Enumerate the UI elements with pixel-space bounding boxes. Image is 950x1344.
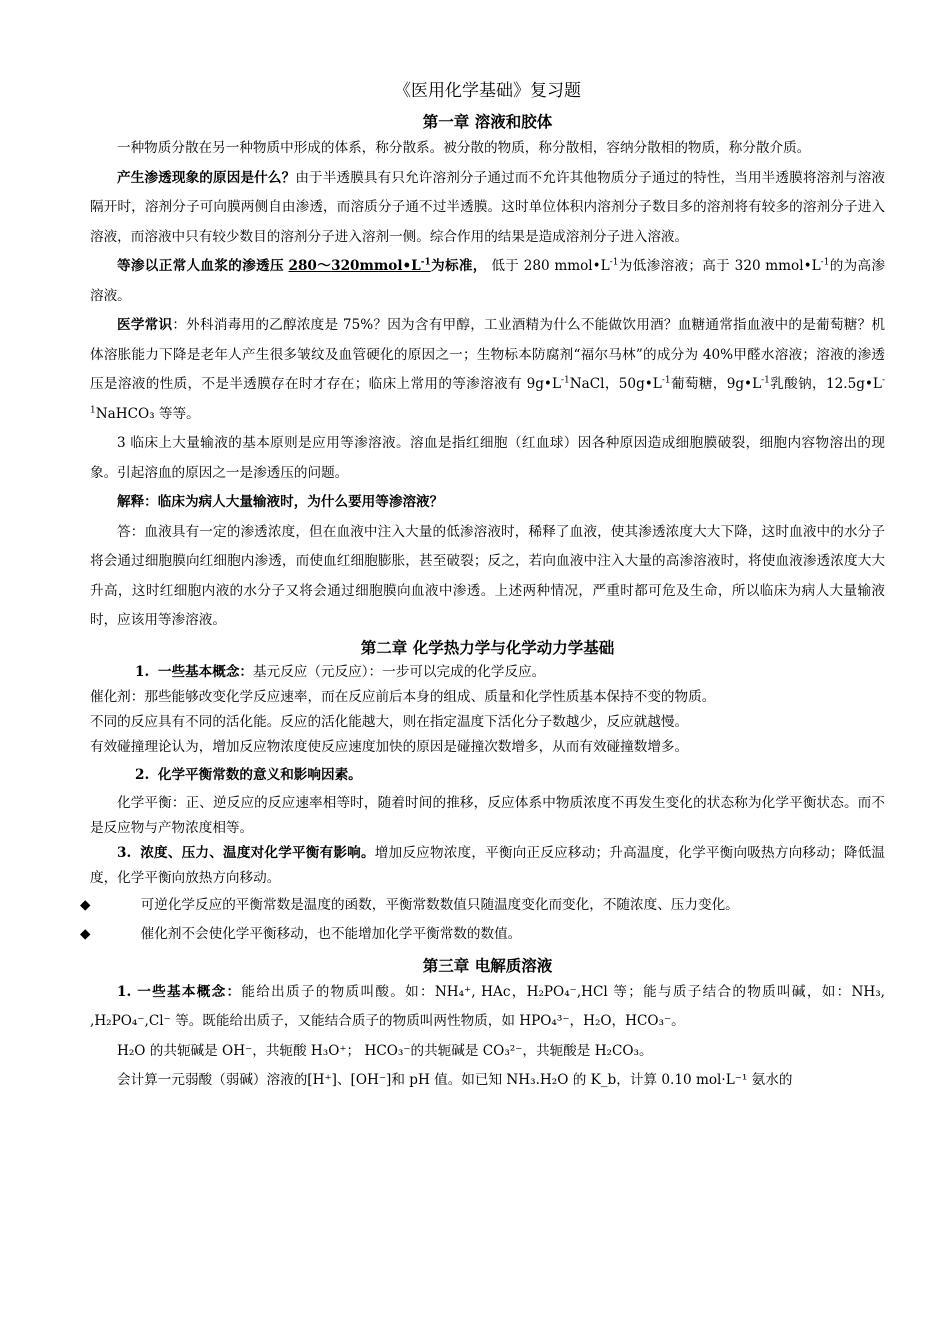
ch1-osmosis-question: 产生渗透现象的原因是什么？	[117, 169, 296, 186]
ch1-paragraph-dispersion: 一种物质分散在另一种物质中形成的体系，称分散系。被分散的物质，称分散相，容纳分散相的物质，称分散介质。	[117, 140, 811, 156]
ch2-section-1-number: 1.	[135, 663, 150, 680]
ch2-bullet-2-text: 催化剂不会使化学平衡移动，也不能增加化学平衡常数的数值。	[140, 926, 522, 942]
ch2-section-1-label: 一些基本概念：	[157, 663, 254, 680]
chapter-2-heading: 第二章 化学热力学与化学动力学基础	[360, 637, 615, 657]
ch2-section-1-text: 基元反应（元反应）：一步可以完成的化学反应。	[253, 663, 546, 680]
ch2-section-3-text: 增加反应物浓度，平衡向正反应移动；升高温度，化学平衡向吸热方向移动；降低温度，化学平衡向放热方向移动。	[90, 844, 885, 886]
hypertonic-text: 为低渗溶液；高于 320 mmol•L	[618, 258, 821, 274]
ch2-section-2-number: 2.	[135, 766, 150, 783]
ch1-question-infusion: 解释：临床为病人大量输液时，为什么要用等渗溶液？	[117, 494, 444, 510]
ch2-section-3-number: 3.	[117, 844, 132, 861]
isotonic-range: $280\sim 320mmol•L^{-1}$	[288, 257, 431, 274]
isotonic-lead: 等渗以正常人血浆的渗透压	[117, 258, 284, 274]
ch2-section-3	[90, 841, 885, 891]
ch2-bullet-2	[80, 920, 885, 950]
isotonic-standard: 为标准，	[430, 258, 487, 274]
ch2-line-activation-energy: 不同的反应具有不同的活化能。反应的活化能越大，则在指定温度下活化分子数越少，反应就越慢。	[90, 713, 689, 730]
ch1-paragraph-infusion: 3 临床上大量输液的基本原则是应用等渗溶液。溶血是指红细胞（红血球）因各种原因造成细胞膜破裂，细胞内容物溶出的现象。引起溶血的原因之一是渗透压的问题。	[90, 435, 885, 481]
diamond-bullet-icon: ◆	[80, 926, 91, 942]
ch2-paragraph-equilibrium: 化学平衡：正、逆反应的反应速率相等时，随着时间的推移，反应体系中物质浓度不再发生变化的状态称为化学平衡状态。而不是反应物与产物浓度相等。	[90, 794, 885, 836]
ch1-paragraph-medical-knowledge: 医学常识：外科消毒用的乙醇浓度是 75%？因为含有甲醇，工业酒精为什么不能做饮用酒？血糖通常指血液中的是葡萄糖？机体溶胀能力下降是老年人产生很多皱纹及血管硬化的原因之一；生物标本防腐剂“福尔马林”的成分为 40%甲醛水溶液；溶液的渗透压是溶液的性质，不是半透膜存在时才存在；临床上常用的等渗溶液有 $9g•L^{-1}NaCl$，$50g•L^{-1}$葡萄糖，$9g•L^{-1}$乳酸钠，$12.5g•L^{-1}NaHCO_3$ 等等。	[90, 317, 886, 422]
document-page	[80, 78, 886, 1096]
chapter-3-heading: 第三章 电解质溶液	[422, 955, 553, 975]
ch1-paragraph-osmosis	[90, 164, 885, 253]
medical-knowledge-text: ：外科消毒用的乙醇浓度是 75%？因为含有甲醇，工业酒精为什么不能做饮用酒？血糖通常指血液中的是葡萄糖？机体溶胀能力下降是老年人产生很多皱纹及血管硬化的原因之一；生物标本防腐剂“福尔马林”的成分为 40%甲醛水溶液；溶液的渗透压是溶液的性质，不是半透膜存在时才存在；临床上常用的等渗溶液有 9g•L	[90, 317, 885, 392]
medical-knowledge-label: 医学常识	[117, 317, 173, 333]
ch2-bullet-1-text: 可逆化学反应的平衡常数是温度的函数，平衡常数数值只随温度变化而变化，不随浓度、压力变化。	[140, 896, 739, 913]
ch2-line-collision-theory: 有效碰撞理论认为，增加反应物浓度使反应速度加快的原因是碰撞次数增多，从而有效碰撞数增多。	[90, 738, 689, 755]
ch2-section-2-label: 化学平衡常数的意义和影响因素。	[157, 766, 362, 783]
ch3-line-weak-acid: 会计算一元弱酸（弱碱）溶液的[H⁺]、[OH⁻]和 pH 值。如已知 NH₃.H₂O 的 K_b，计算 0.10 mol·L⁻¹ 氨水的	[117, 1072, 793, 1088]
hypertonic-tail: 的为高渗溶液。	[90, 258, 886, 304]
ch1-paragraph-isotonic: 等渗以正常人血浆的渗透压 $280\sim 320mmol•L^{-1}$为标准， 低于 280 $mmol•L^{-1}$为低渗溶液；高于 320 $mmol•L^{-1}$的为高渗溶液。	[90, 257, 886, 304]
diamond-bullet-icon: ◆	[80, 896, 91, 913]
ch1-osmosis-answer: 由于半透膜具有只允许溶剂分子通过而不允许其他物质分子通过的特性，当用半透膜将溶剂与溶液隔开时，溶剂分子可向膜两侧自由渗透，而溶质分子通不过半透膜。这时单位体积内溶剂分子数目多的溶剂将有较多的溶剂分子进入溶液，而溶液中只有较少数目的溶剂分子进入溶剂一侧。综合作用的结果是造成溶剂分子进入溶液。	[90, 169, 886, 245]
ch2-section-1	[90, 660, 885, 685]
ch1-answer-infusion: 答：血液具有一定的渗透浓度，但在血液中注入大量的低渗溶液时，稀释了血液，使其渗透浓度大大下降，这时血液中的水分子将会通过细胞膜向红细胞内渗透，而使血红细胞膨胀，甚至破裂；反之，若向血液中注入大量的高渗溶液时，将使血液渗透浓度大大升高，这时红细胞内液的水分子又将会通过细胞膜向血液中渗透。上述两种情况，严重时都可危及生命，所以临床为病人大量输液时，应该用等渗溶液。	[90, 523, 885, 628]
document-title: 《医用化学基础》复习题	[394, 81, 581, 101]
ch2-section-2	[90, 760, 885, 791]
hypotonic-text: 低于 280 mmol•L	[491, 258, 610, 274]
ch3-line-conjugate: H₂O 的共轭碱是 OH⁻，共轭酸 H₃O⁺； HCO₃⁻的共轭碱是 CO₃²⁻，共轭酸是 H₂CO₃。	[117, 1042, 653, 1059]
ch2-line-catalyst: 催化剂：那些能够改变化学反应速率，而在反应前后本身的组成、质量和化学性质基本保持不变的物质。	[90, 688, 716, 705]
ch2-section-3-label: 浓度、压力、温度对化学平衡有影响。	[140, 844, 375, 861]
ch3-section-1-label: 1. 一些基本概念：	[117, 983, 242, 1000]
chapter-1-heading: 第一章 溶液和胶体	[422, 112, 553, 131]
ch3-section-1-text: 能给出质子的物质叫酸。如：NH₄⁺, HAc，H₂PO₄⁻,HCl 等；能与质子结合的物质叫碱，如：NH₃, ,H₂PO₄⁻,Cl⁻ 等。既能给出质子，又能结合质子的物质叫两性物质，如 HPO₄³⁻，H₂O，HCO₃⁻。	[90, 983, 885, 1029]
ch3-section-1	[90, 978, 885, 1037]
ch2-bullet-1	[80, 891, 885, 921]
